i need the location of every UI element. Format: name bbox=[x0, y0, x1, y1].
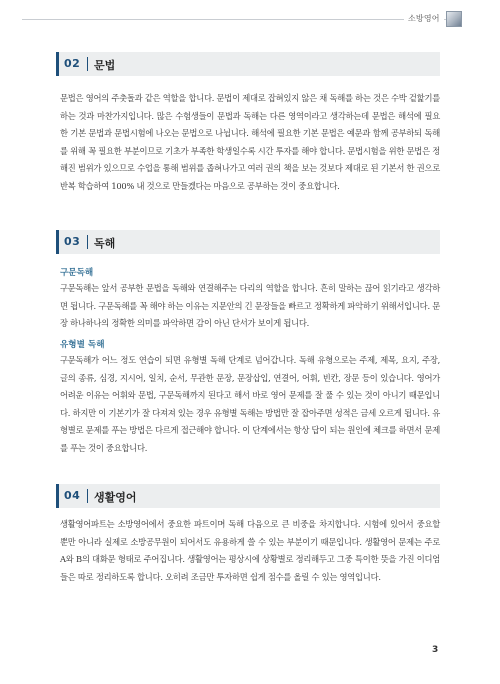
header-title: 소방영어 bbox=[404, 13, 444, 24]
section-accent bbox=[56, 230, 59, 254]
section-accent bbox=[56, 52, 59, 76]
section-title: 문법 bbox=[94, 59, 116, 72]
section-number: 04 bbox=[64, 489, 81, 502]
running-header bbox=[0, 0, 500, 34]
subheading-type-reading: 유형별 독해 bbox=[60, 340, 105, 350]
section-divider bbox=[87, 489, 88, 503]
sentence-reading-paragraph: 구문독해는 앞서 공부한 문법을 독해와 연결해주는 다리의 역할을 합니다. 흔히 말하는 끊어 읽기라고 생각하면 됩니다. 구문독해를 꼭 해야 하는 이유는 지문안의 긴 문장들을 빠르고 정확하게 파악하기 위해서입니다. 문장 하나하나의 정확한 의미를 파악하면 감이 아닌 단서가 보이게 됩니다. bbox=[60, 283, 440, 329]
section-accent bbox=[56, 484, 59, 508]
header-rule bbox=[22, 19, 462, 20]
section-heading-reading bbox=[56, 230, 440, 254]
section-divider bbox=[87, 235, 88, 249]
section-number: 03 bbox=[64, 235, 81, 248]
subheading-sentence-reading: 구문독해 bbox=[60, 268, 94, 278]
section-divider bbox=[87, 57, 88, 71]
section-heading-conversation bbox=[56, 484, 440, 508]
section-number: 02 bbox=[64, 57, 81, 70]
section-heading-grammar bbox=[56, 52, 440, 76]
type-reading-paragraph: 구문독해가 어느 정도 연습이 되면 유형별 독해 단계로 넘어갑니다. 독해 유형으로는 주제, 제목, 요지, 주장, 글의 종류, 심경, 지시어, 일치, 순서, 무관한 문장, 문장삽입, 연결어, 어휘, 빈칸, 장문 등이 있습니다. 영어가 어려운 이유는 어휘와 문법, 구문독해까지 된다고 해서 바로 영어 문제를 잘 풀 수 있는 것이 아니기 때문입니다. 하지만 이 기본기가 잘 다져져 있는 경우 유형별 독해는 방법만 잘 잡아주면 성적은 금세 오르게 됩니다. 유형별로 문제를 푸는 방법은 다르게 접근해야 합니다. 이 단계에서는 항상 답이 되는 원인에 체크를 하면서 문제를 푸는 것이 중요합니다. bbox=[60, 355, 440, 453]
conversation-paragraph: 생활영어파트는 소방영어에서 중요한 파트이며 독해 다음으로 큰 비중을 차지합니다. 시험에 있어서 중요할 뿐만 아니라 실제로 소방공무원이 되어서도 유용하게 쓸 수 있는 부분이기 때문입니다. 생활영어 문제는 주로 A와 B의 대화문 형태로 주어집니다. 생활영어는 평상시에 상황별로 정리해두고 그중 특이한 뜻을 가진 이디엄들은 따로 정리하도록 합니다. 오히려 조금만 투자하면 쉽게 점수를 올릴 수 있는 영역입니다. bbox=[60, 519, 440, 582]
section-title: 생활영어 bbox=[94, 491, 137, 504]
page-number: 3 bbox=[432, 645, 439, 655]
header-logo-box bbox=[446, 11, 462, 27]
grammar-paragraph: 문법은 영어의 주춧돌과 같은 역할을 합니다. 문법이 제대로 잡혀있지 않은 채 독해를 하는 것은 수박 겉핥기를 하는 것과 마찬가지입니다. 많은 수험생들이 문법과 독해는 다른 영역이라고 생각하는데 문법은 해석에 필요한 기본 문법과 문법시험에 나오는 문법으로 나뉩니다. 해석에 필요한 기본 문법은 예문과 함께 공부하되 독해를 위해 꼭 필요한 부분이므로 기초가 부족한 학생일수록 시간 투자를 해야 합니다. 문법시험을 위한 문법은 정해진 범위가 있으므로 수업을 통해 범위를 좁혀나가고 여러 권의 책을 보는 것보다 제대로 된 기본서 한 권으로 반복 학습하여 100% 내 것으로 만들겠다는 마음으로 공부하는 것이 중요합니다. bbox=[60, 93, 440, 191]
section-title: 독해 bbox=[94, 237, 116, 250]
